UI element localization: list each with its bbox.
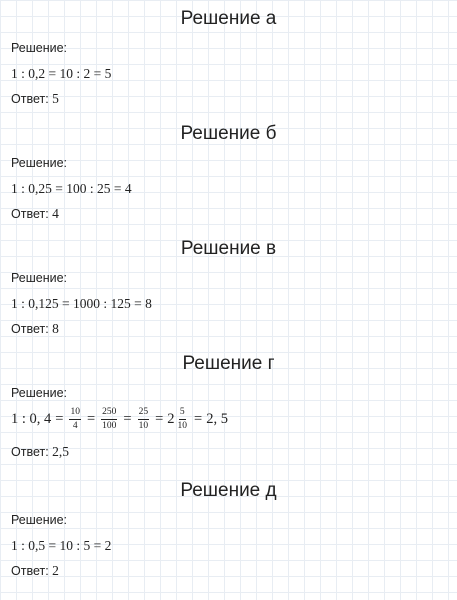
section-title: Решение д [180,480,277,501]
equation: 1 : 0,125 = 1000 : 125 = 8 [11,296,152,311]
answer-label: Ответ: [11,92,53,106]
fraction-denominator: 4 [72,420,78,431]
solution-section-g [0,349,457,473]
fraction [69,407,81,432]
fraction-denominator: 10 [177,420,188,431]
math-formula [11,404,228,434]
fraction-denominator: 10 [138,420,149,431]
fraction-numerator: 5 [179,407,186,420]
solution-section-a [0,4,457,122]
solution-section-d [0,476,457,594]
equation: 1 : 0,2 = 10 : 2 = 5 [11,66,112,81]
solution-label: Решение: [11,513,68,527]
answer [11,563,59,579]
solution-section-b [0,119,457,237]
section-title: Решение б [180,123,277,144]
fraction [101,407,117,432]
fraction-numerator: 25 [138,407,150,420]
formula-equals: = [55,410,64,427]
answer-value: 8 [52,321,59,336]
fraction [177,407,189,432]
section-title: Решение а [180,8,277,29]
section-title: Решение г [182,353,275,374]
answer-value: 2,5 [52,444,70,459]
mixed-whole: 2 [167,410,175,427]
answer-value: 4 [52,206,59,221]
fraction-numerator: 10 [69,407,81,420]
solution-section-v [0,234,457,352]
answer-label: Ответ: [11,207,53,221]
fraction [138,407,150,432]
formula-lhs: 1 : 0, 4 [11,410,52,427]
formula-equals: = [155,410,164,427]
solution-label: Решение: [11,271,68,285]
answer-label: Ответ: [11,322,53,336]
answer-value: 2 [52,563,59,578]
fraction-denominator: 100 [102,420,117,431]
formula-equals: = [86,410,96,427]
fraction-numerator: 250 [101,407,117,420]
equation: 1 : 0,25 = 100 : 25 = 4 [11,181,132,196]
answer [11,444,69,460]
solution-label: Решение: [11,386,68,400]
formula-equals: = [194,410,203,427]
formula-equals: = [123,410,132,427]
solution-label: Решение: [11,41,68,55]
section-title: Решение в [180,238,277,259]
answer-value: 5 [52,91,59,106]
formula-result: 2, 5 [206,410,228,427]
answer-label: Ответ: [11,445,53,459]
answer-label: Ответ: [11,564,53,578]
equation: 1 : 0,5 = 10 : 5 = 2 [11,538,112,553]
answer [11,206,59,222]
answer [11,91,59,107]
solution-label: Решение: [11,156,68,170]
answer [11,321,59,337]
